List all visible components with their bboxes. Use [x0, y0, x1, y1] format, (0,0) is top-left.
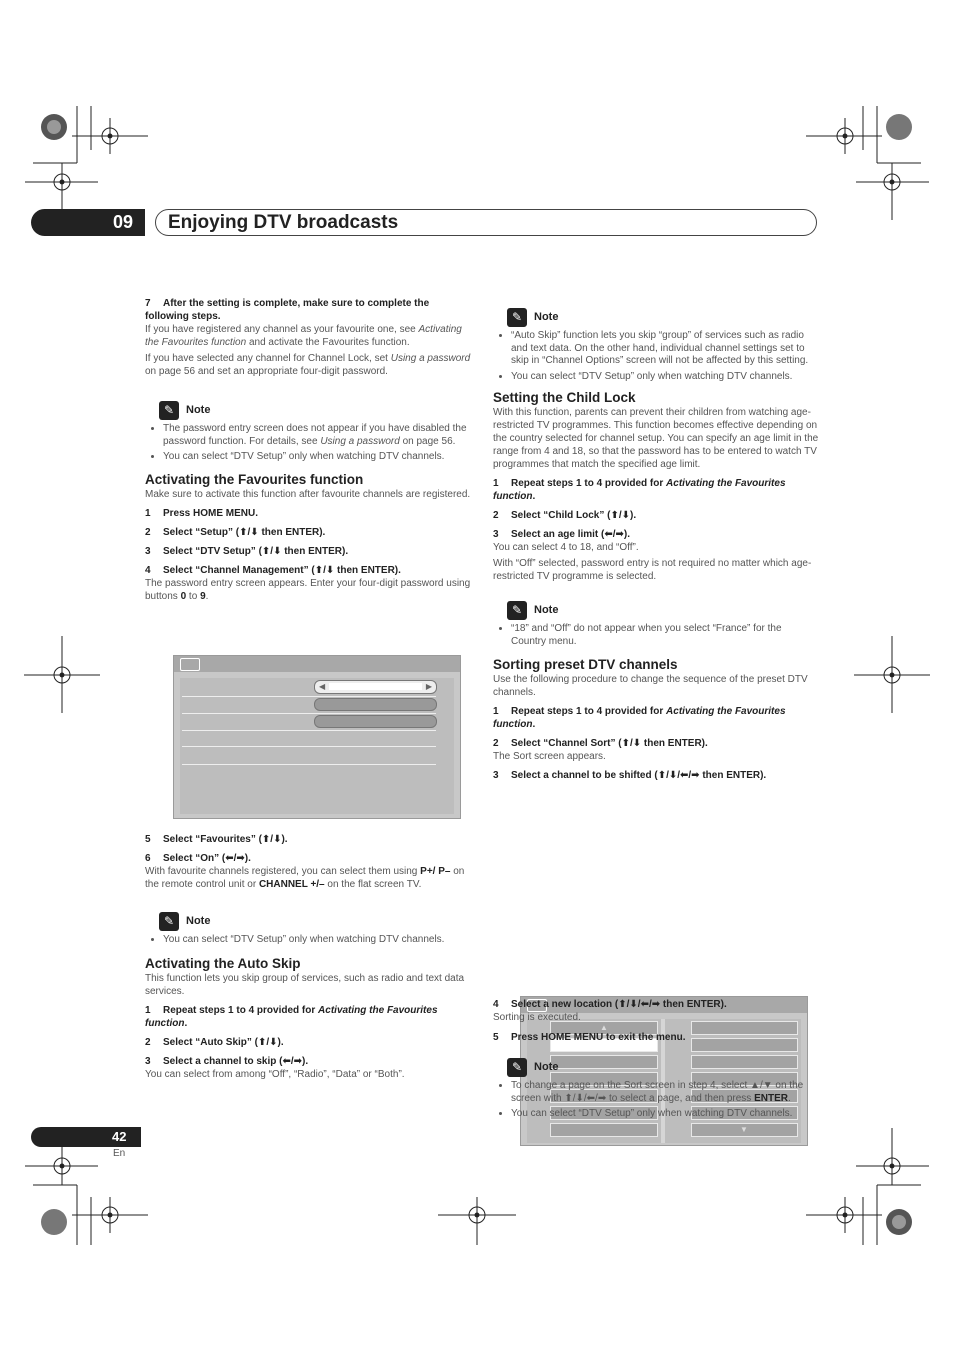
step-6: 6 Select “On” (⬅/➡). — [145, 853, 251, 864]
pencil-icon: ✎ — [507, 308, 527, 327]
page-number: 42 — [31, 1127, 141, 1147]
note-block — [493, 599, 819, 648]
paragraph-channel-lock-ref: If you have selected any channel for Channel Lock, set Using a password on page 56 and set an appropriate four-digit password. — [145, 353, 471, 377]
step-2: 2 Select “Channel Sort” (⬆/⬇ then ENTER). — [493, 738, 708, 749]
auto-skip-intro: This function lets you skip group of services, such as radio and text data services. — [145, 972, 465, 997]
selector-arrows: ◀ ▶ — [314, 680, 437, 694]
pencil-icon: ✎ — [507, 601, 527, 620]
step-3: 3 Select a channel to be shifted (⬆/⬇/⬅/➡ then ENTER). — [493, 770, 767, 781]
menu-icon — [180, 658, 200, 671]
step-1: 1 Repeat steps 1 to 4 provided for Activating the Favourites function. — [493, 706, 786, 730]
note-block — [145, 910, 471, 947]
section-heading-child-lock: Setting the Child Lock — [493, 390, 636, 405]
note-bullet: • To change a page on the Sort screen in step 4, select ▲/▼ on the screen with ⬆/⬇/⬅/➡ to select a page, and then press ENTER. — [511, 1080, 819, 1105]
chapter-title: Enjoying DTV broadcasts — [155, 209, 817, 236]
note-bullet: • You can select “DTV Setup” only when watching DTV channels. — [163, 451, 471, 464]
section-heading-auto-skip: Activating the Auto Skip — [145, 955, 301, 971]
step-4-body: Sorting is executed. — [493, 1012, 581, 1023]
note-label: Note — [534, 604, 559, 616]
step-3-body-off: With “Off” selected, password entry is not required no matter which age-restricted TV programme is selected. — [493, 558, 812, 582]
note-bullet: • You can select “DTV Setup” only when watching DTV channels. — [163, 934, 471, 947]
right-column — [493, 306, 819, 782]
step-1: 1 Repeat steps 1 to 4 provided for Activating the Favourites function. — [145, 1004, 438, 1029]
note-bullet: • “18” and “Off” do not appear when you select “France” for the Country menu. — [511, 623, 819, 648]
child-lock-intro: With this function, parents can prevent their children from watching age-restricted TV programmes. This function becomes effective depending on the country selected for channel setup. You can specify an age limit in the range from 4 and 18, so that the password has to be entered to watch TV programmes that match the specified age limit. — [493, 407, 819, 470]
section-heading-sort: Sorting preset DTV channels — [493, 657, 678, 672]
step-3: 3 Select “DTV Setup” (⬆/⬇ then ENTER). — [145, 545, 349, 557]
step-7: 7 After the setting is complete, make sure to complete the following steps. — [145, 298, 430, 322]
option-pill — [314, 715, 437, 728]
note-bullet: • You can select “DTV Setup” only when watching DTV channels. — [511, 371, 819, 384]
note-bullet: • The password entry screen does not appear if you have disabled the password function. For details, see Using a password on page 56. — [163, 423, 471, 448]
pencil-icon: ✎ — [159, 401, 179, 420]
note-block — [493, 1056, 819, 1121]
step-3: 3 Select a channel to skip (⬅/➡). — [145, 1055, 309, 1067]
page-up-icon: ▲ — [600, 1023, 608, 1032]
note-bullet: • “Auto Skip” function lets you skip “group” of services such as radio and text data. On the other hand, individual channel settings set to skip in “Channel Options” screen will not be affected by this setting. — [511, 330, 819, 368]
right-column-lower — [493, 998, 819, 1124]
step-2: 2 Select “Child Lock” (⬆/⬇). — [493, 510, 637, 521]
channel-management-screen — [173, 655, 461, 819]
step-3: 3 Select an age limit (⬅/➡). — [493, 529, 631, 540]
step-5: 5 Select “Favourites” (⬆/⬇). — [145, 834, 288, 845]
note-label: Note — [534, 1061, 559, 1073]
pencil-icon: ✎ — [159, 912, 179, 931]
step-4-body: The password entry screen appears. Enter your four-digit password using buttons 0 to 9. — [145, 577, 471, 602]
step-4: 4 Select a new location (⬆/⬇/⬅/➡ then ENTER). — [493, 999, 727, 1010]
note-block — [493, 306, 819, 383]
step-1: 1 Press HOME MENU. — [145, 507, 259, 519]
note-label: Note — [186, 404, 211, 416]
step-4: 4 Select “Channel Management” (⬆/⬇ then ENTER). — [145, 564, 401, 576]
pencil-icon: ✎ — [507, 1058, 527, 1077]
page-down-icon: ▼ — [740, 1125, 748, 1134]
step-5: 5 Press HOME MENU to exit the menu. — [493, 1032, 686, 1043]
step-2-body: The Sort screen appears. — [493, 751, 606, 762]
note-block — [145, 399, 471, 464]
step-2: 2 Select “Auto Skip” (⬆/⬇). — [145, 1036, 284, 1048]
chapter-number: 09 — [31, 209, 145, 236]
left-column — [145, 296, 471, 603]
section-heading-favourites: Activating the Favourites function — [145, 471, 364, 487]
paragraph-favourites-ref: If you have registered any channel as your favourite one, see Activating the Favourites function and activate the Favourites function. — [145, 324, 462, 348]
note-label: Note — [534, 311, 559, 323]
option-pill — [314, 698, 437, 711]
step-1: 1 Repeat steps 1 to 4 provided for Activating the Favourites function. — [493, 478, 786, 502]
note-label: Note — [186, 915, 211, 927]
favourites-intro: Make sure to activate this function after favourite channels are registered. — [145, 488, 471, 500]
step-3-body: You can select 4 to 18, and “Off”. — [493, 542, 639, 553]
left-column-lower — [145, 833, 471, 1081]
note-bullet: • You can select “DTV Setup” only when watching DTV channels. — [511, 1108, 819, 1121]
step-6-body: With favourite channels registered, you can select them using P+/ P– on the remote control unit or CHANNEL +/– on the flat screen TV. — [145, 866, 465, 890]
step-2: 2 Select “Setup” (⬆/⬇ then ENTER). — [145, 526, 326, 538]
step-3-body: You can select from among “Off”, “Radio”, “Data” or “Both”. — [145, 1068, 405, 1080]
sort-intro: Use the following procedure to change the sequence of the preset DTV channels. — [493, 674, 808, 698]
language-code: En — [113, 1148, 126, 1159]
